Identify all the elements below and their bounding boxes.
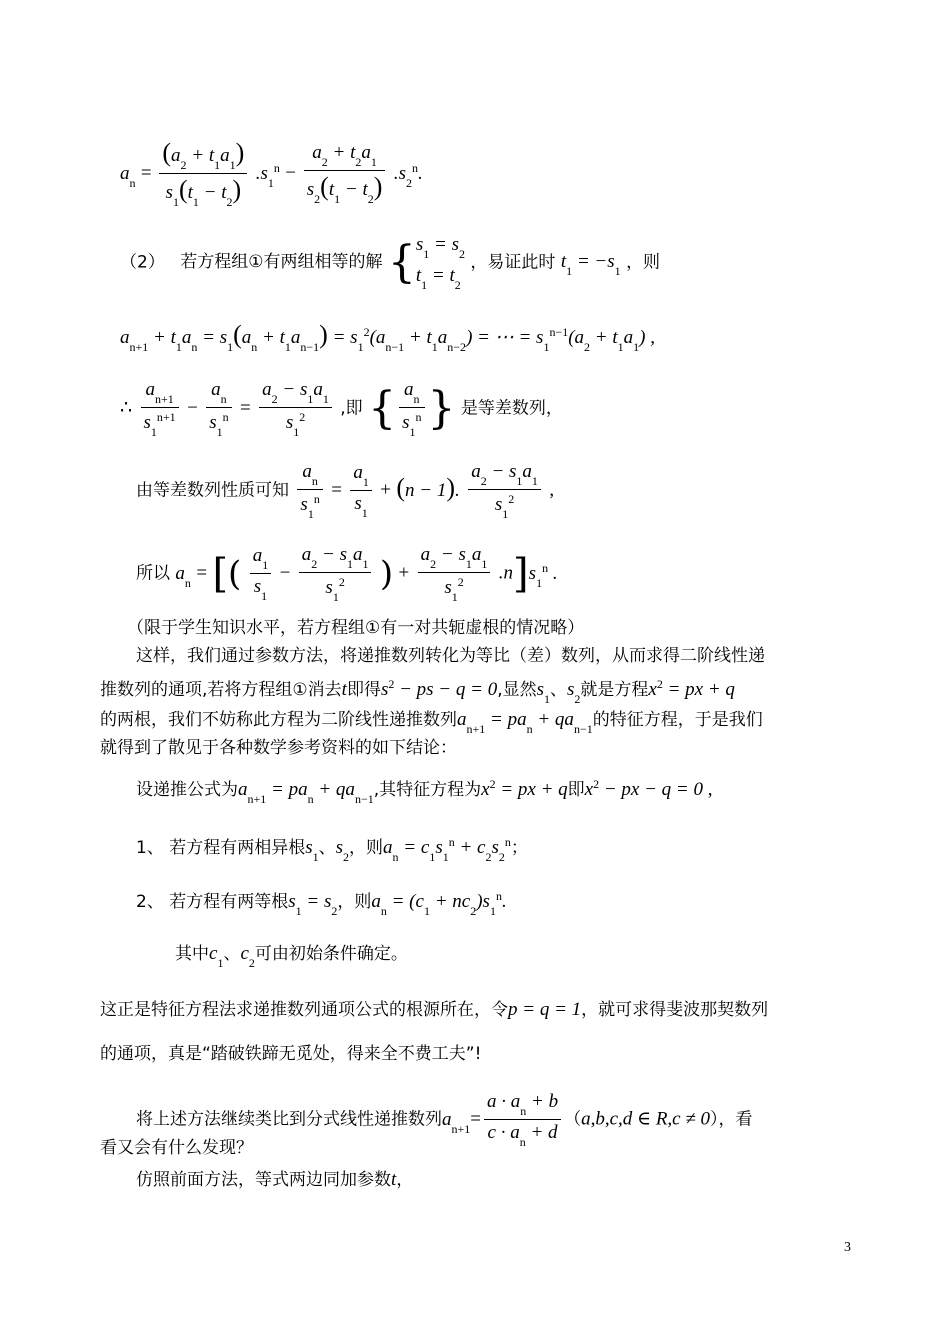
paragraph-line-2: 推数列的通项,若将方程组①消去t即得$s^2$ − ps − q = 0,显然$s_1$、$s_2$就是方程$x^2$ = px + q [100, 677, 735, 706]
recurrence-expansion: $a_{n+1} + t_1a_n = s_1(a_n + t_1a_{n-1}) = s_1^2(a_{n-1} + t_1a_{n-2})$ = ⋯ = $s_1^{n-1}(a_2 + t_1a_1)$ , [120, 320, 655, 354]
arithmetic-sequence-derivation: ∴ $\frac{a_{n+1}}{s_1^{n+1}}$ − $\frac{a_n}{s_1^n}$ = $\frac{a_2 - s_1a_1}{s_1^2}$ ,即 { $\frac{a_n}{s_1^n}$ } 是等差数列， [120, 379, 563, 439]
arithmetic-property-formula: 由等差数列性质可知 $\frac{a_n}{s_1^n}$ = $\frac{a_1}{s_1}$ + (n − 1). $\frac{a_2 - s_1a_1}{s_1^2}$ , [136, 461, 555, 521]
fractional-recurrence-line: 将上述方法继续类比到分式线性递推数列$a_{n+1}=$ $\frac{a \cdot a_n + b}{c \cdot a_n + d}$ （a,b,c,d ∈ R,c ≠ 0），看 [136, 1091, 753, 1149]
conclusion-case-1: 1、 若方程有两相异根$s_1$、$s_2$，则$a_n = c_1s_1^n + c_2s_2^n$； [136, 835, 528, 864]
paragraph-question: 看又会有什么发现？ [100, 1138, 253, 1158]
page-number: 3 [844, 1240, 851, 1255]
case-2-statement: （2） 若方程组①有两组相等的解 { $s_1 = s_2$ $t_1 = t_2$ ，易证此时 $t_1 = -s_1$ ，则 [120, 234, 661, 292]
formula-an-distinct-roots: $a_n$ = $\frac{(a_2 + t_1a_1)}{s_1(t_1 - t_2)}$ $.s_1^n$ − $\frac{a_2 + t_2a_1}{s_2(t_1 - t_2)}$ $.s_2^n$. [120, 138, 423, 209]
result-an-equal-roots: 所以 $a_n$ = [( $\frac{a_1}{s_1}$ − $\frac{a_2 - s_1a_1}{s_1^2}$ ) + $\frac{a_2 - s_1a_1}{s_1^2}$ $.n]s_1^n$ . [136, 544, 558, 604]
conclusion-recurrence: 设递推公式为$a_{n+1} = pa_n + qa_{n-1}$,其特征方程为$x^2$ = px + q即$x^2$ − px − q = 0 , [136, 777, 713, 806]
conclusion-case-2: 2、 若方程有两等根$s_1 = s_2$，则$a_n = (c_1 + nc_2)s_1^n$. [136, 889, 507, 918]
paragraph-line-1: 这样，我们通过参数方法，将递推数列转化为等比（差）数列，从而求得二阶线性递 [136, 646, 765, 666]
paragraph-last: 仿照前面方法，等式两边同加参数t， [136, 1169, 414, 1190]
paragraph-line-4: 就得到了散见于各种数学参考资料的如下结论： [100, 738, 457, 758]
paragraph-line-3: 的两根，我们不妨称此方程为二阶线性递推数列$a_{n+1} = pa_n + qa_{n-1}$的特征方程，于是我们 [100, 709, 763, 736]
paragraph-fibonacci-1: 这正是特征方程法求递推数列通项公式的根源所在，令p = q = 1，就可求得斐波那契数列 [100, 999, 769, 1020]
constants-note: 其中$c_1$、$c_2$可由初始条件确定。 [175, 943, 408, 970]
paragraph-fibonacci-2: 的通项，真是“踏破铁蹄无觅处，得来全不费工夫”! [100, 1044, 482, 1064]
note-complex-roots: （限于学生知识水平，若方程组①有一对共轭虚根的情况略） [127, 618, 585, 638]
